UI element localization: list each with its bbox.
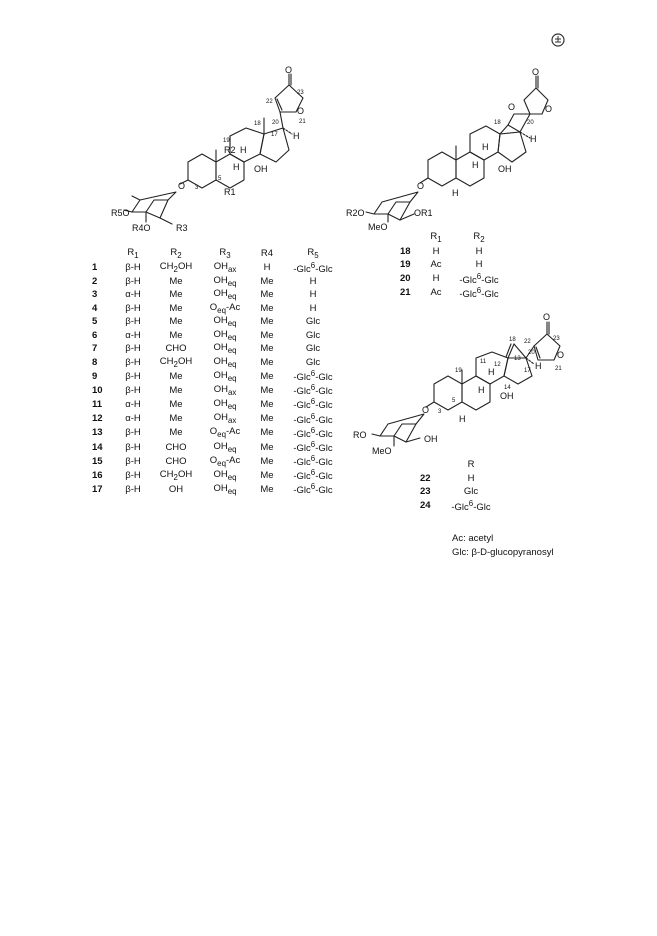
c-carbonyl-o: O bbox=[543, 312, 551, 322]
cell-r1: β-H bbox=[125, 384, 141, 396]
cell-r2: -Glc$^6$-Glc bbox=[459, 285, 499, 300]
b-o3: O bbox=[417, 181, 425, 191]
table-row bbox=[92, 261, 342, 275]
a-num-22: 22 bbox=[266, 99, 273, 105]
cell-r2: Me bbox=[169, 370, 183, 382]
cell-r5: -Glc$^6$-Glc bbox=[293, 425, 333, 440]
compound-number: 2 bbox=[92, 275, 98, 287]
b-meo: MeO bbox=[368, 222, 388, 232]
cell-r5: -Glc$^6$-Glc bbox=[293, 369, 333, 384]
cell-r1: β-H bbox=[125, 441, 141, 453]
b-or1: OR1 bbox=[414, 208, 433, 218]
b-num-20: 20 bbox=[527, 120, 534, 126]
cell-r1: β-H bbox=[125, 427, 141, 439]
table-row bbox=[92, 288, 342, 302]
c-num-13: 13 bbox=[514, 356, 521, 362]
compound-number: 24 bbox=[420, 500, 431, 512]
cell-r1: β-H bbox=[125, 343, 141, 355]
a-r2: R2 bbox=[224, 145, 236, 155]
cell-r3: $OH_{eq}$ bbox=[213, 483, 237, 496]
b-carbonyl-o: O bbox=[532, 67, 540, 77]
compound-number: 23 bbox=[420, 486, 431, 498]
cell-r1: H bbox=[432, 245, 440, 257]
b-r2o: R2O bbox=[346, 208, 365, 218]
table-row bbox=[92, 397, 342, 411]
compound-number: 17 bbox=[92, 483, 103, 495]
a-num-19: 19 bbox=[223, 138, 230, 144]
compound-number: 21 bbox=[400, 287, 411, 299]
table-row bbox=[92, 454, 342, 468]
substituent-table-a bbox=[92, 247, 342, 497]
cell-r4: Me bbox=[260, 329, 274, 341]
cell-r5: H bbox=[309, 275, 317, 287]
cell-r2: Me bbox=[169, 427, 183, 439]
cell-r5: -Glc$^6$-Glc bbox=[293, 260, 333, 275]
cell-r2: Me bbox=[169, 384, 183, 396]
col-r5: $R_5$ bbox=[307, 247, 319, 261]
cell-r5: Glc bbox=[305, 316, 321, 328]
note-glucopyranosyl: Glc: β-D-glucopyranosyl bbox=[452, 547, 554, 558]
b-h9: H bbox=[472, 160, 479, 170]
cell-r2: CHO bbox=[165, 343, 187, 355]
table-row bbox=[420, 499, 500, 513]
cell-r5: Glc bbox=[305, 356, 321, 368]
note-acetyl: Ac: acetyl bbox=[452, 533, 494, 544]
cell-r4: Me bbox=[260, 427, 274, 439]
cell-r2: Me bbox=[169, 399, 183, 411]
table-row bbox=[92, 356, 342, 370]
a-num-21: 21 bbox=[299, 119, 306, 125]
cell-r2: OH bbox=[168, 483, 184, 495]
c-oh14: OH bbox=[500, 391, 514, 401]
c-num-14: 14 bbox=[504, 385, 511, 391]
compound-number: 22 bbox=[420, 472, 431, 484]
table-c-header bbox=[420, 458, 500, 472]
col-b-r1: $R_1$ bbox=[430, 231, 442, 245]
compound-number: 1 bbox=[92, 262, 98, 274]
compound-number: 18 bbox=[400, 245, 411, 257]
a-o-ring: O bbox=[297, 106, 305, 116]
a-num-17: 17 bbox=[271, 132, 278, 138]
col-r3: $R_3$ bbox=[219, 247, 231, 261]
cell-r2: CHO bbox=[165, 441, 187, 453]
cell-r3: $OH_{eq}$ bbox=[213, 328, 237, 342]
cell-r1: β-H bbox=[125, 302, 141, 314]
cell-r1: H bbox=[432, 273, 440, 285]
cell-r4: Me bbox=[260, 289, 274, 301]
cell-r1: β-H bbox=[125, 262, 141, 274]
cell-r3: $OH_{eq}$ bbox=[213, 398, 237, 411]
cell-r2: H bbox=[475, 259, 483, 271]
cell-r5: Glc bbox=[305, 343, 321, 355]
cell-r: Glc bbox=[463, 486, 479, 498]
cell-r1: β-H bbox=[125, 455, 141, 467]
compound-number: 8 bbox=[92, 356, 98, 368]
b-ring-o: O bbox=[545, 104, 553, 114]
col-b-r2: $R_2$ bbox=[473, 231, 485, 245]
structure-b bbox=[366, 76, 548, 222]
c-h17: H bbox=[535, 361, 542, 371]
cell-r1: α-H bbox=[125, 399, 141, 411]
c-num-5: 5 bbox=[452, 398, 456, 404]
table-row bbox=[92, 342, 342, 356]
cell-r1: α-H bbox=[125, 329, 141, 341]
compound-number: 5 bbox=[92, 316, 98, 328]
table-row bbox=[92, 315, 342, 329]
c-num-23: 23 bbox=[553, 336, 560, 342]
cell-r2: Me bbox=[169, 302, 183, 314]
c-oh2: OH bbox=[424, 434, 438, 444]
cell-r3: $OH_{eq}$ bbox=[213, 342, 237, 356]
table-row bbox=[92, 302, 342, 316]
compound-number: 15 bbox=[92, 455, 103, 467]
table-row bbox=[92, 369, 342, 383]
table-row bbox=[92, 329, 342, 343]
compound-number: 13 bbox=[92, 427, 103, 439]
a-carbonyl-o: O bbox=[285, 65, 293, 75]
a-h9: H bbox=[233, 162, 240, 172]
compound-number: 11 bbox=[92, 399, 103, 411]
c-num-3: 3 bbox=[438, 409, 442, 415]
compound-number: 10 bbox=[92, 384, 103, 396]
c-h9: H bbox=[478, 385, 485, 395]
table-row bbox=[92, 468, 342, 482]
table-row bbox=[420, 485, 500, 499]
col-r1: $R_1$ bbox=[127, 247, 139, 261]
cell-r1: β-H bbox=[125, 370, 141, 382]
cell-r4: Me bbox=[260, 316, 274, 328]
cell-r4: Me bbox=[260, 455, 274, 467]
a-r4o: R4O bbox=[132, 223, 151, 233]
cell-r3: $OH_{eq}$ bbox=[213, 355, 237, 369]
cell-r3: $OH_{eq}$ bbox=[213, 369, 237, 383]
c-num-21: 21 bbox=[555, 366, 562, 372]
c-meo: MeO bbox=[372, 446, 392, 456]
a-r3: R3 bbox=[176, 223, 188, 233]
cell-r3: $O_{eq}-Ac$ bbox=[209, 454, 241, 468]
a-num-23: 23 bbox=[297, 90, 304, 96]
b-h8: H bbox=[482, 142, 489, 152]
pdf-viewer-badge-icon[interactable] bbox=[552, 34, 564, 46]
cell-r5: H bbox=[309, 302, 317, 314]
compound-number: 7 bbox=[92, 343, 98, 355]
b-ether-o: O bbox=[508, 102, 516, 112]
c-num-20: 20 bbox=[528, 350, 535, 356]
b-oh14: OH bbox=[498, 164, 512, 174]
a-r5o: R5O bbox=[111, 208, 130, 218]
cell-r4: Me bbox=[260, 370, 274, 382]
cell-r3: $OH_{eq}$ bbox=[213, 274, 237, 288]
a-h8: H bbox=[240, 145, 247, 155]
compound-number: 3 bbox=[92, 289, 98, 301]
cell-r5: -Glc$^6$-Glc bbox=[293, 411, 333, 426]
c-ro: RO bbox=[353, 430, 367, 440]
cell-r1: α-H bbox=[125, 289, 141, 301]
c-num-12: 12 bbox=[494, 362, 501, 368]
compound-number: 14 bbox=[92, 441, 103, 453]
cell-r4: H bbox=[263, 262, 271, 274]
b-h5: H bbox=[452, 188, 459, 198]
cell-r2: $CH_2OH$ bbox=[159, 261, 193, 275]
table-row bbox=[420, 472, 500, 486]
c-h8: H bbox=[488, 367, 495, 377]
c-num-11: 11 bbox=[480, 359, 487, 365]
cell-r5: -Glc$^6$-Glc bbox=[293, 397, 333, 412]
table-row bbox=[400, 258, 508, 272]
b-h17: H bbox=[530, 134, 537, 144]
cell-r5: -Glc$^6$-Glc bbox=[293, 454, 333, 469]
cell-r3: $OH_{ax}$ bbox=[213, 261, 237, 275]
cell-r: -Glc$^6$-Glc bbox=[451, 498, 491, 513]
cell-r4: Me bbox=[260, 399, 274, 411]
table-row bbox=[92, 440, 342, 454]
a-num-20: 20 bbox=[272, 120, 279, 126]
table-b-header bbox=[400, 231, 508, 245]
col-c-r: R bbox=[467, 459, 475, 471]
cell-r2: Me bbox=[169, 275, 183, 287]
cell-r2: $CH_2OH$ bbox=[159, 468, 193, 482]
a-num-5: 5 bbox=[218, 176, 222, 182]
cell-r3: $O_{eq}-Ac$ bbox=[209, 426, 241, 440]
cell-r4: Me bbox=[260, 356, 274, 368]
cell-r: H bbox=[467, 472, 475, 484]
cell-r4: Me bbox=[260, 441, 274, 453]
cell-r4: Me bbox=[260, 483, 274, 495]
cell-r5: -Glc$^6$-Glc bbox=[293, 482, 333, 497]
cell-r5: -Glc$^6$-Glc bbox=[293, 468, 333, 483]
table-row bbox=[400, 245, 508, 259]
table-row bbox=[400, 286, 508, 300]
cell-r1: β-H bbox=[125, 275, 141, 287]
substituent-table-c bbox=[420, 458, 500, 513]
cell-r2: Me bbox=[169, 329, 183, 341]
cell-r2: -Glc$^6$-Glc bbox=[459, 271, 499, 286]
table-row bbox=[92, 412, 342, 426]
table-row bbox=[92, 275, 342, 289]
cell-r5: H bbox=[309, 289, 317, 301]
compound-number: 9 bbox=[92, 370, 98, 382]
table-a-header bbox=[92, 247, 342, 261]
a-num-3: 3 bbox=[195, 185, 199, 191]
cell-r3: $OH_{eq}$ bbox=[213, 440, 237, 454]
a-num-18: 18 bbox=[254, 121, 261, 127]
cell-r2: H bbox=[475, 245, 483, 257]
col-r2: $R_2$ bbox=[170, 247, 182, 261]
c-o3: O bbox=[422, 405, 430, 415]
a-oh14: OH bbox=[254, 164, 268, 174]
cell-r4: Me bbox=[260, 343, 274, 355]
table-row bbox=[92, 383, 342, 397]
cell-r3: $OH_{ax}$ bbox=[213, 383, 237, 397]
c-h5: H bbox=[459, 414, 466, 424]
cell-r4: Me bbox=[260, 384, 274, 396]
col-r4: R4 bbox=[260, 248, 274, 260]
cell-r1: β-H bbox=[125, 356, 141, 368]
cell-r1: β-H bbox=[125, 469, 141, 481]
a-o3: O bbox=[178, 181, 186, 191]
c-num-18: 18 bbox=[509, 337, 516, 343]
cell-r2: $CH_2OH$ bbox=[159, 355, 193, 369]
compound-number: 4 bbox=[92, 302, 98, 314]
compound-number: 12 bbox=[92, 413, 103, 425]
table-row bbox=[92, 482, 342, 496]
cell-r4: Me bbox=[260, 413, 274, 425]
cell-r1: β-H bbox=[125, 316, 141, 328]
cell-r3: $OH_{ax}$ bbox=[213, 412, 237, 426]
c-num-17: 17 bbox=[524, 368, 531, 374]
compound-number: 20 bbox=[400, 273, 411, 285]
cell-r2: CHO bbox=[165, 455, 187, 467]
cell-r4: Me bbox=[260, 302, 274, 314]
table-row bbox=[400, 272, 508, 286]
b-num-18: 18 bbox=[494, 120, 501, 126]
structure-a bbox=[124, 74, 303, 224]
cell-r5: -Glc$^6$-Glc bbox=[293, 383, 333, 398]
a-h17: H bbox=[293, 131, 300, 141]
cell-r2: Me bbox=[169, 289, 183, 301]
c-num-19: 19 bbox=[455, 368, 462, 374]
cell-r3: $OH_{eq}$ bbox=[213, 315, 237, 329]
c-num-22: 22 bbox=[524, 339, 531, 345]
cell-r4: Me bbox=[260, 275, 274, 287]
cell-r1: α-H bbox=[125, 413, 141, 425]
cell-r1: Ac bbox=[430, 287, 442, 299]
substituent-table-b bbox=[400, 231, 508, 300]
cell-r3: $O_{eq}-Ac$ bbox=[209, 301, 241, 315]
cell-r2: Me bbox=[169, 316, 183, 328]
abbreviation-notes bbox=[452, 532, 554, 560]
cell-r1: Ac bbox=[430, 259, 442, 271]
cell-r4: Me bbox=[260, 469, 274, 481]
structure-c bbox=[372, 322, 560, 446]
cell-r3: $OH_{eq}$ bbox=[213, 288, 237, 302]
compound-number: 19 bbox=[400, 259, 411, 271]
cell-r5: Glc bbox=[305, 329, 321, 341]
cell-r2: Me bbox=[169, 413, 183, 425]
c-ring-o: O bbox=[557, 350, 565, 360]
compound-number: 16 bbox=[92, 469, 103, 481]
table-row bbox=[92, 426, 342, 440]
cell-r3: $OH_{eq}$ bbox=[213, 468, 237, 482]
compound-number: 6 bbox=[92, 329, 98, 341]
cell-r5: -Glc$^6$-Glc bbox=[293, 439, 333, 455]
a-r1: R1 bbox=[224, 187, 236, 197]
cell-r1: β-H bbox=[125, 483, 141, 495]
